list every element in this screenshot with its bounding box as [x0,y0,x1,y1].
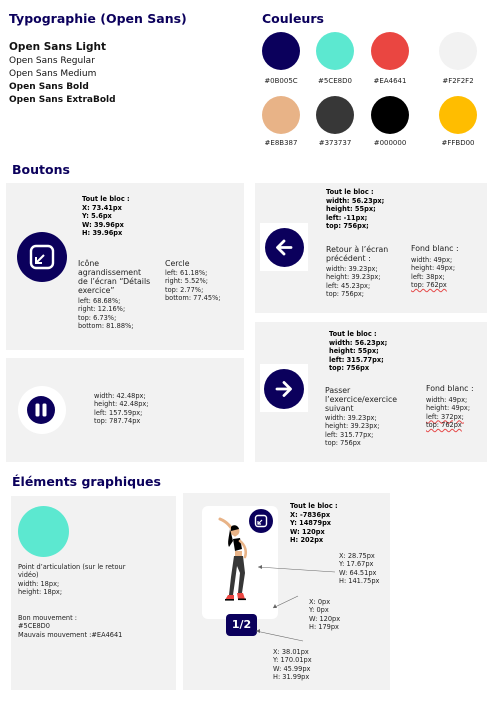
spec-line: left: -11px; [326,213,368,222]
swatch-label: #E8B387 [264,139,298,147]
swatch-label: #F2F2F2 [442,77,474,85]
block-spec [82,204,124,237]
back-description [326,245,388,263]
spec-line: left: 372px; [426,412,464,421]
spec-line: #5CE8D0 [18,622,50,631]
spec-line: top: 2.77%; [165,285,204,294]
spec-line: height: 49px; [426,404,471,413]
spec-line: Mauvais mouvement :#EA4641 [18,630,123,639]
arrow-right-icon [264,369,304,409]
swatch-label: #5CE8D0 [318,77,352,85]
card-bg-specs [309,598,340,631]
desc-line: l’exercice/exercice [325,395,398,404]
spec-line: width: 56.23px; [326,197,385,205]
spec-line: X: 28.75px [339,552,375,560]
spec-line: left: 315.77px; [329,355,384,364]
spec-line: width: 49px; [426,396,468,404]
spec-line: top: 787.74px [94,416,141,425]
spec-line: Y: 5.6px [82,212,112,221]
back-button[interactable] [265,228,304,267]
spec-line: bottom: 81.88%; [78,321,134,330]
spec-line: X: 38.01px [273,648,309,656]
font-sample-light: Open Sans Light [9,41,107,53]
spec-line: top: 756px [329,363,370,372]
spec-line: left: 61.18%; [165,269,208,277]
spec-line: X: 73.41px [82,204,122,212]
spec-line: right: 5.52%; [165,277,208,286]
spec-line: Bon mouvement : [18,614,77,622]
circle-title: Cercle [165,259,190,268]
spec-line: vidéo) [18,571,39,580]
colors-title: Couleurs [262,11,324,26]
spec-line: H: 31.99px [273,672,310,681]
swatch-label: #000000 [373,139,407,147]
font-sample-medium: Open Sans Medium [9,69,97,79]
circle-specs [165,269,221,302]
spec-line: right: 12.16%; [78,305,126,314]
desc-line: Passer [325,386,351,395]
spec-line: width: 42.48px; [94,392,146,400]
spec-line: X: -7836px [290,511,331,519]
typography-title: Typographie (Open Sans) [9,11,187,26]
spec-line: width: 39.23px; [326,265,378,273]
desc-line: suivant [325,404,354,413]
spec-line: height: 18px; [18,587,63,596]
buttons-title: Boutons [12,162,70,177]
spec-line: top: 756px [325,438,361,447]
spec-line: height: 49px; [411,264,456,273]
spec-line: H: 141.75px [339,576,380,585]
exercise-progress-badge: 1/2 [226,614,257,636]
joint-specs [18,563,125,596]
spec-line sq: H: 202px [290,535,324,544]
spec-line: H: 179px [309,622,339,631]
movement-colors [18,614,122,639]
swatch-light-gray [439,32,477,70]
swatch-label: #FFBD00 [441,139,475,147]
badge-specs [273,648,312,681]
swatch-navy [262,32,300,70]
arrow-left-icon [265,228,304,267]
spec-line: W: 39.96px [82,220,124,229]
pause-specs [94,392,149,425]
spec-line: top: 762px [426,420,462,429]
spec-line: Y: 14879px [290,519,332,528]
swatch-yellow [439,96,477,134]
spec-line: Y: 17.67px [339,560,374,569]
font-sample-regular: Open Sans Regular [9,56,95,66]
spec-line: Y: 170.01px [273,656,312,665]
pause-button[interactable] [27,396,55,424]
spec-line: W: 64.51px [339,568,377,577]
back-bg-specs [411,256,455,289]
desc-line: exercice” [78,286,115,295]
spec-line: bottom: 77.45%; [165,293,221,302]
spec-line: height: 55px; [329,347,379,356]
pause-icon [27,396,55,424]
block-spec [290,511,331,544]
spec-line: W: 120px [290,527,325,536]
enlarge-icon-description [78,259,150,295]
swatch-turquoise [316,32,354,70]
font-sample-bold: Open Sans Bold [9,82,89,92]
spec-line: W: 120px [309,614,341,623]
enlarge-screen-icon [17,232,67,282]
joint-point-circle [18,506,69,557]
spec-line: height: 42.48px; [94,400,149,409]
swatch-label: #0B005C [264,77,298,85]
next-description [325,386,397,413]
block-title: Tout le bloc : [329,330,377,338]
desc-line: précédent : [326,254,371,263]
font-sample-extrabold: Open Sans ExtraBold [9,95,116,105]
spec-line: X: 0px [309,598,331,606]
spec-line: Y: 0px [309,606,329,615]
desc-line: agrandissement [78,268,142,277]
swatch-red [371,32,409,70]
spec-line: left: 45.23px; [326,281,371,290]
spec-line: left: 38px; [411,272,445,281]
spec-line: Point d’articulation (sur le retour [18,563,126,571]
swatch-label: #373737 [318,139,352,147]
desc-line: Icône [78,259,100,268]
back-bg-title: Fond blanc : [411,244,459,253]
spec-line: top: 756px; [326,221,369,230]
swatch-black [371,96,409,134]
figure-specs [339,552,379,585]
next-button[interactable] [264,369,304,409]
spec-line: width: 49px; [411,256,453,264]
enlarge-screen-button[interactable] [17,232,67,282]
block-spec [329,339,387,372]
spec-line: H: 39.96px [82,228,123,237]
spec-line: width: 56.23px; [329,339,388,347]
spec-line: top: 762px [411,280,447,289]
back-specs [326,265,381,298]
swatch-skin [262,96,300,134]
spec-line: height: 55px; [326,205,376,214]
spec-line: left: 68.68%; [78,297,121,305]
swatch-label: #EA4641 [373,77,407,85]
spec-line: W: 45.99px [273,664,311,673]
next-specs [325,414,380,447]
swatch-dark-gray [316,96,354,134]
next-bg-title: Fond blanc : [426,384,474,393]
block-title: Tout le bloc : [290,502,338,510]
graphics-title: Éléments graphiques [12,474,161,489]
spec-line: width: 18px; [18,579,60,588]
spec-line: top: 6.73%; [78,313,117,322]
desc-line: de l’écran “Détails [78,277,151,286]
spec-line: height: 39.23px; [326,273,381,282]
block-spec [326,197,384,230]
spec-line: top: 756px; [326,289,365,298]
next-bg-specs [426,396,470,429]
enlarge-icon-specs [78,297,134,330]
desc-line: Retour à l’écran [326,245,389,254]
spec-line: height: 39.23px; [325,422,380,431]
block-title: Tout le bloc : [326,188,374,196]
block-title: Tout le bloc : [82,195,130,203]
spec-line: left: 315.77px; [325,430,374,439]
spec-line: width: 39.23px; [325,414,377,422]
spec-line: left: 157.59px; [94,408,143,417]
